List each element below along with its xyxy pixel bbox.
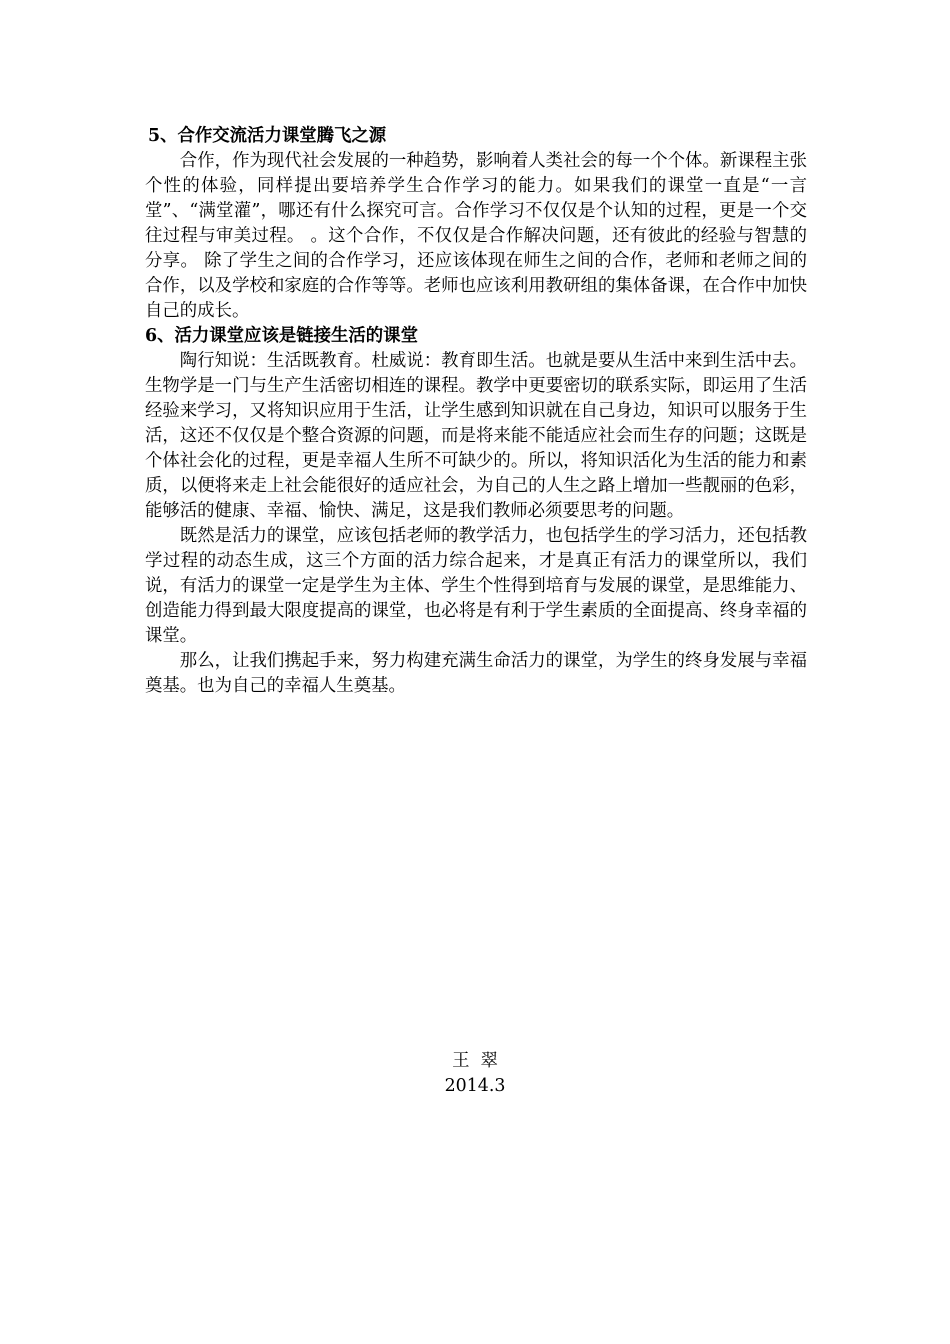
signature-date: 2014.3 [444,1076,506,1096]
section-5-heading: 5、合作交流活力课堂腾飞之源 [148,126,387,146]
section-5-paragraph: 合作，作为现代社会发展的一种趋势，影响着人类社会的每一个个体。新课程主张个性的体验，同样提出要培养学生合作学习的能力。如果我们的课堂一直是“一言堂”、“满堂灌”，哪还有什么探究可言。合作学习不仅仅是个认知的过程，更是一个交往过程与审美过程。 。这个合作，不仅仅是合作解决问题，还有彼此的经验与智慧的分享。 除了学生之间的合作学习，还应该体现在师生之间的合作，老师和老师之间的合作，以及学校和家庭的合作等等。老师也应该利用教研组的集体备课，在合作中加快自己的成长。 [145,151,807,321]
document-body [145,124,807,699]
section-6-paragraph-1: 陶行知说：生活既教育。杜威说：教育即生活。也就是要从生活中来到生活中去。生物学是一门与生产生活密切相连的课程。教学中更要密切的联系实际，即运用了生活经验来学习，又将知识应用于生活，让学生感到知识就在自己身边，知识可以服务于生活，这还不仅仅是个整合资源的问题，而是将来能不能适应社会而生存的问题；这既是个体社会化的过程，更是幸福人生所不可缺少的。所以，将知识活化为生活的能力和素质，以便将来走上社会能很好的适应社会，为自己的人生之路上增加一些靓丽的色彩，能够活的健康、幸福、愉快、满足，这是我们教师必须要思考的问题。 [145,351,807,521]
section-6-heading: 6、活力课堂应该是链接生活的课堂 [145,326,418,346]
section-6-paragraph-2: 既然是活力的课堂，应该包括老师的教学活力，也包括学生的学习活力，还包括教学过程的动态生成，这三个方面的活力综合起来，才是真正有活力的课堂所以，我们说，有活力的课堂一定是学生为主体、学生个性得到培育与发展的课堂，是思维能力、创造能力得到最大限度提高的课堂，也必将是有利于学生素质的全面提高、终身幸福的课堂。 [145,526,807,646]
section-6-paragraph-3: 那么，让我们携起手来，努力构建充满生命活力的课堂，为学生的终身发展与幸福奠基。也为自己的幸福人生奠基。 [145,651,807,696]
signature-author: 王 翠 [452,1051,498,1071]
